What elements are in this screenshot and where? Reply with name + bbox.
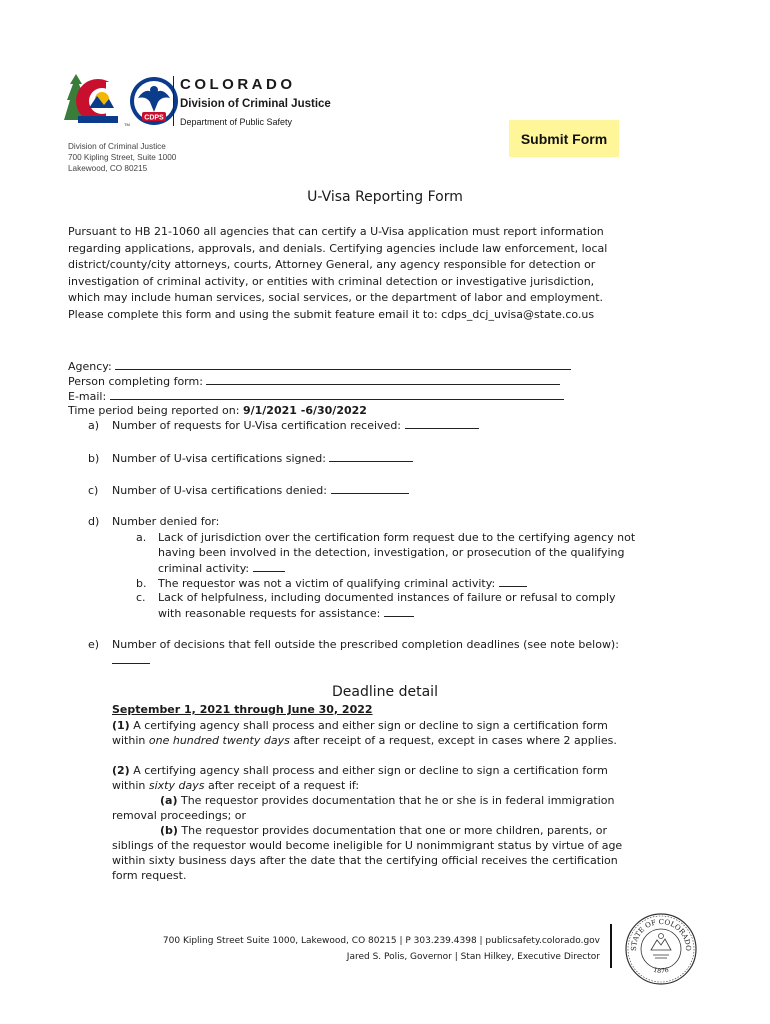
reason-text: The requestor was not a victim of qualifying criminal activity: [158,577,496,590]
not-victim-input[interactable] [499,576,527,587]
intro-paragraph: Pursuant to HB 21-1060 all agencies that can certify a U-Visa application must report information regarding applications, approvals, and denials. Certifying agencies include law enforcement, local district/county/city attorneys, courts, Attorney General, any agency responsible for detection or investigation of criminal activity, or entities with criminal detection or investigative jurisdiction, which may include human services, social services, or the department of labor and employment. [68,225,608,304]
item-label: d) [88,515,100,528]
reason-text: having been involved in the detection, investigation, or prosecution of the qualifying [158,545,625,559]
agency-input[interactable] [115,359,571,370]
item-label: c) [88,484,99,497]
person-label: Person completing form: [68,375,203,388]
item-label: b) [88,452,100,465]
denied-reason-b [136,576,527,592]
period-label: Time period being reported on: [68,404,240,417]
item-c [88,483,409,499]
department-name: Department of Public Safety [180,117,293,127]
lack-jurisdiction-input[interactable] [253,561,285,572]
deadline-paragraph-2 [112,763,642,883]
item-text: Number of U-visa certifications signed: [112,452,326,465]
deadline-paragraph-1 [112,718,642,748]
denied-reason-a [136,531,666,576]
division-name: Division of Criminal Justice [180,98,331,110]
clause-text: The requestor provides documentation that he or she is in federal immigration removal proceedings; or [112,794,615,822]
reason-text: with reasonable requests for assistance: [158,606,381,620]
org-name: COLORADO [180,76,296,93]
submit-instruction: Please complete this form and using the submit feature email it to: cdps_dcj_uvisa@state.co.us [68,307,595,321]
clause-text: after receipt of a request, except in cases where 2 applies. [289,734,617,747]
clause-text: The requestor provides documentation that one or more children, parents, or siblings of the requestor would become ineligible for U nonimmigrant status by virtue of age within sixty business days after the date that the certifying official receives the certification form request. [112,824,623,882]
header-divider [173,76,174,126]
requests-received-input[interactable] [405,418,479,429]
clause-number: (2) [112,764,130,777]
clause-emphasis: one hundred twenty days [148,734,290,747]
clause-emphasis: sixty days [148,779,205,792]
period-value: 9/1/2021 -6/30/2022 [242,404,367,417]
reason-label: b. [136,577,147,590]
intro-text [68,224,628,323]
certifications-signed-input[interactable] [329,451,413,462]
item-label: e) [88,638,100,651]
clause-number: (a) [160,794,178,807]
person-row [68,374,560,388]
clause-number: (b) [160,824,178,837]
item-a [88,418,479,434]
svg-text:STATE OF COLORADO [630,918,692,951]
clause-text: A certifying agency shall process and either sign or decline to sign a certification form within [112,764,608,792]
return-address [68,141,176,174]
footer-officials: Jared S. Polis, Governor | Stan Hilkey, Executive Director [346,952,600,962]
footer-address: 700 Kipling Street Suite 1000, Lakewood, CO 80215 | P 303.239.4398 | publicsafety.colorado.gov [162,936,600,946]
clause-text: A certifying agency shall process and either sign or decline to sign a certification form within [112,719,608,747]
item-b [88,451,413,467]
item-e [88,638,648,669]
agency-row [68,359,571,373]
email-label: E-mail: [68,390,107,403]
cdps-badge-icon [124,77,178,127]
cdps-badge-text: CDPS [144,114,164,122]
reason-label: a. [136,531,147,544]
seal-top-text: STATE OF COLORADO [629,917,693,952]
item-label: a) [88,419,100,432]
address-line: Division of Criminal Justice [68,142,166,151]
form-title: U-Visa Reporting Form [307,189,463,205]
item-d [88,515,219,530]
reason-text: Lack of helpfulness, including documented instances of failure or refusal to comply [158,591,616,604]
period-row [68,404,367,417]
lack-helpfulness-input[interactable] [384,606,414,617]
trademark-mark: TM [124,122,130,127]
address-line: Lakewood, CO 80215 [68,164,148,173]
seal-year-text: 1876 [652,965,670,975]
late-decisions-input[interactable] [112,653,150,664]
reason-text: criminal activity: [158,561,250,575]
email-row [68,389,564,403]
reason-text: Lack of jurisdiction over the certification form request due to the certifying agency not [158,531,636,544]
submit-form-button[interactable]: Submit Form [509,120,619,157]
item-text: Number of U-visa certifications denied: [112,484,327,497]
reason-label: c. [136,591,146,604]
deadline-range: September 1, 2021 through June 30, 2022 [112,703,373,716]
item-text: Number denied for: [112,515,220,528]
item-text: Number of requests for U-Visa certification received: [112,419,402,432]
colorado-logo [62,72,182,130]
deadline-title: Deadline detail [332,684,438,700]
address-line: 700 Kipling Street, Suite 1000 [68,153,177,162]
item-text: Number of decisions that fell outside the prescribed completion deadlines (see note below): [112,638,619,651]
agency-label: Agency: [68,360,112,373]
svg-text:1876 [652,966,669,975]
clause-text: after receipt of a request if: [204,779,360,792]
denied-reason-c [136,591,666,622]
state-seal-icon [624,912,698,986]
footer-divider [610,924,612,968]
colorado-c-logo-icon [64,74,120,123]
person-input[interactable] [206,374,560,385]
email-input[interactable] [110,389,564,400]
certifications-denied-input[interactable] [331,483,409,494]
clause-number: (1) [112,719,130,732]
